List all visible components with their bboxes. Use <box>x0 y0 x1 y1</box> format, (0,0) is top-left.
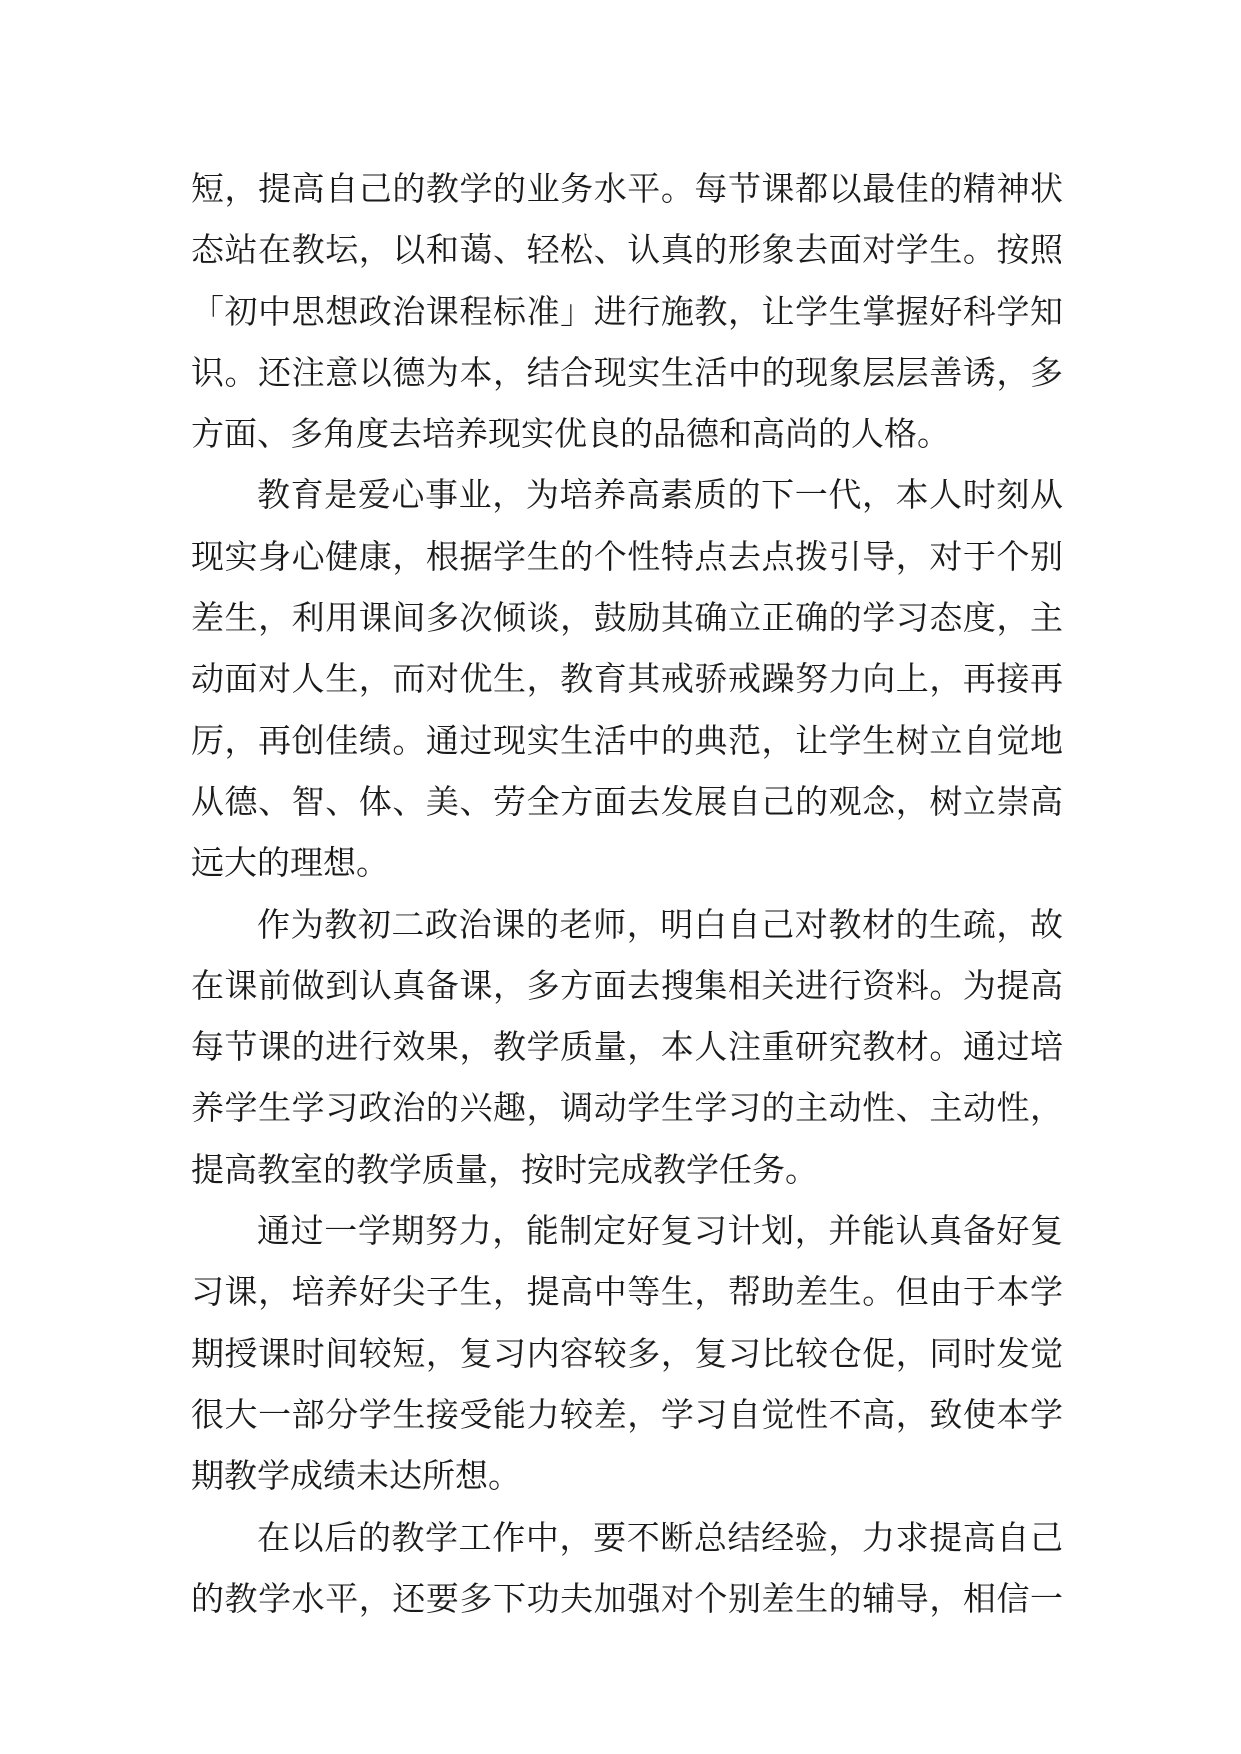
paragraph-4-line-3: 期授课时间较短，复习内容较多，复习比较仓促，同时发觉 <box>191 1333 1063 1373</box>
paragraph-1-line-4: 识。还注意以德为本，结合现实生活中的现象层层善诱，多 <box>191 352 1063 392</box>
paragraph-5-line-2: 的教学水平，还要多下功夫加强对个别差生的辅导，相信一 <box>191 1578 1063 1618</box>
paragraph-2-line-6: 从德、智、体、美、劳全方面去发展自己的观念，树立崇高 <box>191 781 1063 821</box>
paragraph-2-line-1: 教育是爱心事业，为培养高素质的下一代，本人时刻从 <box>257 475 1063 515</box>
paragraph-1-line-1: 短，提高自己的教学的业务水平。每节课都以最佳的精神状 <box>191 169 1063 208</box>
paragraph-2-line-7: 远大的理想。 <box>191 843 389 883</box>
paragraph-3-line-5: 提高教室的教学质量，按时完成教学任务。 <box>191 1149 818 1189</box>
paragraph-3-line-1: 作为教初二政治课的老师，明白自己对教材的生疏，故 <box>257 904 1063 944</box>
paragraph-1-line-2: 态站在教坛，以和蔼、轻松、认真的形象去面对学生。按照 <box>191 230 1063 270</box>
paragraph-4-line-5: 期教学成绩未达所想。 <box>191 1456 521 1496</box>
paragraph-2-line-3: 差生，利用课间多次倾谈，鼓励其确立正确的学习态度，主 <box>191 598 1063 638</box>
paragraph-2-line-5: 厉，再创佳绩。通过现实生活中的典范，让学生树立自觉地 <box>191 720 1063 760</box>
paragraph-1-line-3: 「初中思想政治课程标准」进行施教，让学生掌握好科学知 <box>191 291 1063 331</box>
paragraph-3-line-2: 在课前做到认真备课，多方面去搜集相关进行资料。为提高 <box>191 965 1063 1005</box>
paragraph-2-line-4: 动面对人生，而对优生，教育其戒骄戒躁努力向上，再接再 <box>191 659 1063 699</box>
paragraph-4-line-4: 很大一部分学生接受能力较差，学习自觉性不高，致使本学 <box>191 1394 1063 1434</box>
paragraph-2-line-2: 现实身心健康，根据学生的个性特点去点拨引导，对于个别 <box>191 536 1063 576</box>
paragraph-5-line-1: 在以后的教学工作中，要不断总结经验，力求提高自己 <box>257 1517 1063 1557</box>
paragraph-1-line-5: 方面、多角度去培养现实优良的品德和高尚的人格。 <box>191 414 950 454</box>
document-body <box>191 158 1063 1629</box>
paragraph-3-line-3: 每节课的进行效果，教学质量，本人注重研究教材。通过培 <box>191 1027 1063 1067</box>
paragraph-3-line-4: 养学生学习政治的兴趣，调动学生学习的主动性、主动性， <box>191 1088 1063 1128</box>
paragraph-4-line-2: 习课，培养好尖子生，提高中等生，帮助差生。但由于本学 <box>191 1272 1063 1312</box>
paragraph-4-line-1: 通过一学期努力，能制定好复习计划，并能认真备好复 <box>257 1211 1063 1251</box>
